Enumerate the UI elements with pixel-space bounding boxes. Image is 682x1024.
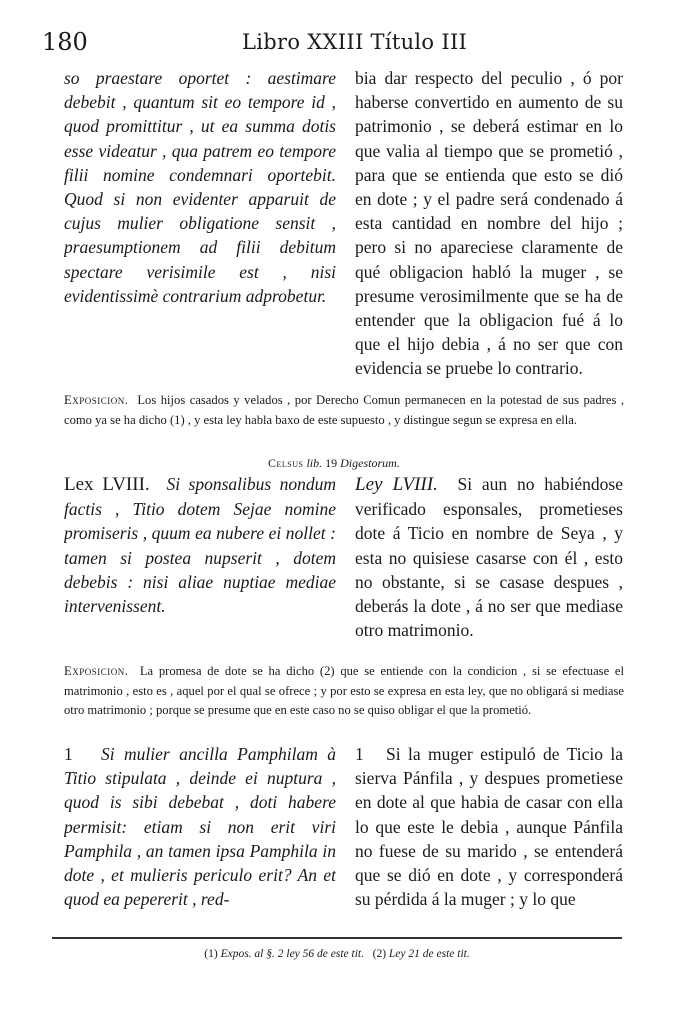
footnote-2-mark: (2) [372, 948, 387, 960]
paragraph-1-latin [64, 742, 336, 932]
ley-58-label: Ley LVIII. [355, 474, 438, 495]
lex-58-latin-text: Si sponsalibus nondum factis , Titio dotem Sejae nomine promiseris , quum ea nubere ei nollet : tamen si postea nupserit , dotem debebis : nisi aliae nuptiae mediae intervenissent. [64, 474, 336, 617]
exposition-text: Los hijos casados y velados , por Derecho Comun permanecen en la potestad de sus padres , como ya se ha dicho (1) , y esta ley habla baxo de este supuesto , y distingue segun se expresa en ella. [64, 393, 624, 427]
footnote-2-text: Ley 21 de este tit. [388, 948, 470, 960]
source-citation [268, 456, 528, 471]
paragraph-1-spanish [355, 742, 623, 932]
exposition-paragraph-2 [64, 662, 624, 742]
source-author: Celsus [268, 456, 304, 470]
latin-continuation: so praestare oportet : aestimare debebit , quantum sit eo tempore id , quod promittitur , ut ea summa dotis esse videatur , qua patrem eo tempore filii nomine condemnari oportebit. Quod si non evidenter apparuit de cujus mulier obligatione sensit , praesumptionem ad filii debitum spectare verisimile est , nisi evidentissimè contrarium adprobetur. [64, 68, 336, 306]
page-number: 180 [42, 28, 88, 56]
paragraph-number: 1 [355, 744, 364, 764]
exposition-label: Exposicion. [64, 664, 129, 678]
ley-58-spanish-text: Si aun no habiéndose verificado esponsales, prometieses dote á Ticio en nombre de Seya , y esta no quisiese casarse con él , esto no obstante, si se casase despues , deberás la dote , á no ser que mediase otro matrimonio. [355, 474, 623, 641]
running-head: Libro XXIII Título III [242, 30, 468, 54]
paragraph-1-latin-text: Si mulier ancilla Pamphilam à Titio stipulata , deinde ei nuptura , quod is sibi debebat , doti habere permisit: etiam si non erit viri Pamphila , an tamen ipsa Pamphila in dote , et mulieris periculo erit? An et quod ea pepererit , red- [64, 744, 336, 910]
lex-58-latin [64, 472, 336, 652]
footnote-divider [52, 937, 622, 939]
page-header [42, 28, 642, 62]
source-work: Digestorum. [340, 456, 400, 470]
exposition-paragraph-1 [64, 391, 624, 451]
footnote-1-mark: (1) [204, 948, 218, 960]
footnote-1-text: Expos. al §. 2 ley 56 de este tit. [220, 948, 364, 960]
exposition-label: Exposicion. [64, 393, 129, 407]
exposition-text: La promesa de dote se ha dicho (2) que se entiende con la condicion , si se efectuase el matrimonio , esto es , aquel por el qual se ofrece ; y por esto se expresa en esta ley, que no obligará si mediase otro matrimonio ; porque se presume que en este caso no se quiso obligar el que la prometió. [64, 664, 624, 717]
source-lib: lib. [306, 456, 323, 470]
source-book: 19 [325, 456, 338, 470]
spanish-continuation: bia dar respecto del peculio , ó por haberse convertido en aumento de su patrimonio , se deberá estimar en lo que valia al tiempo que se prometió , para que se entienda que esto se dió en dote ; y el padre será condenado á esta cantidad en nombre del hijo ; pero si no apareciese claramente de qué obligacion habló la muger , se presume verosimilmente que se ha de entender que la obligacion fué á lo que el hijo debia , á no ser que con evidencia se pruebe lo contrario. [355, 68, 623, 379]
paragraph-number: 1 [64, 744, 73, 764]
paragraph-1-spanish-text: Si la muger estipuló de Ticio la sierva Pánfila , y despues prometiese en dote al que habia de casar con ella lo que este le debia , aunque Pánfila no fuese de su marido , se entenderá que se dió en dote , y corresponderá su pérdida á la muger ; y lo que [355, 744, 623, 910]
lex-58-label: Lex LVIII. [64, 474, 150, 495]
ley-58-spanish [355, 472, 623, 652]
footnotes [52, 948, 622, 960]
